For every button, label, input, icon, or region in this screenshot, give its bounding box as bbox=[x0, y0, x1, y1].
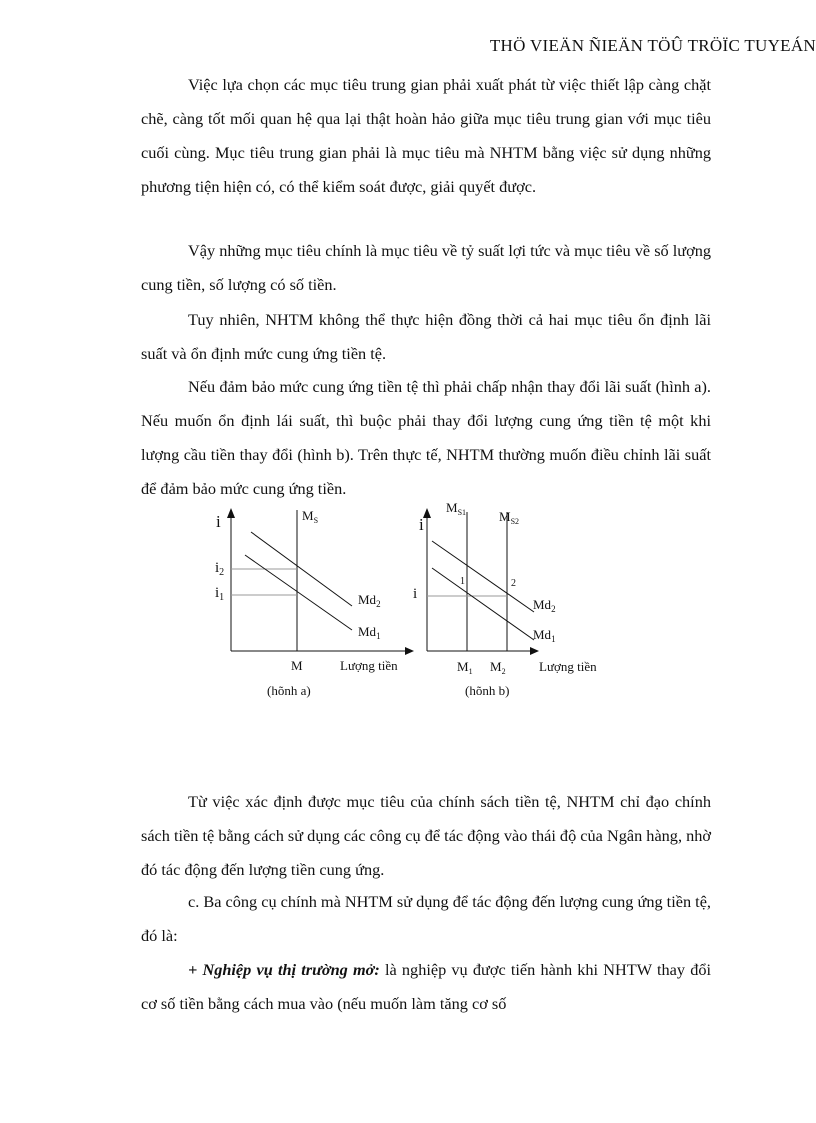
figure-b-x-label: Lượng tiền bbox=[539, 659, 597, 674]
figure-b-md1-curve bbox=[432, 568, 534, 640]
paragraph-3: Tuy nhiên, NHTM không thể thực hiện đồng thời cả hai mục tiêu ổn định lãi suất và ổn định mức cung ứng tiền tệ. bbox=[141, 310, 711, 363]
figure-b-ms1-label: $M_{S1}$ bbox=[446, 500, 467, 517]
figure-b-y-label: i bbox=[419, 515, 424, 534]
figure-b-caption: (hõnh b) bbox=[465, 683, 510, 698]
paragraph-1: Việc lựa chọn các mục tiêu trung gian phải xuất phát từ việc thiết lập càng chặt chẽ, càng tốt mối quan hệ qua lại thật hoàn hảo giữa mục tiêu trung gian với mục tiêu cuối cùng. Mục tiêu trung gian phải là mục tiêu mà NHTM bằng việc sử dụng những phương tiện hiện có, có thể kiểm soát được, giải quyết được. bbox=[141, 75, 711, 196]
paragraph-2: Vậy những mục tiêu chính là mục tiêu về tỷ suất lợi tức và mục tiêu về số lượng cung tiền, số lượng có số tiền. bbox=[141, 241, 711, 294]
figure-b bbox=[413, 500, 597, 698]
figure-a-x-tick: M bbox=[291, 658, 303, 673]
figure-a-i1-label: $i_1$ bbox=[215, 585, 225, 603]
figure-b-x-arrow-icon bbox=[530, 647, 539, 655]
figure-a-x-label: Lượng tiền bbox=[340, 658, 398, 673]
figure-b-m2-tick: $M_2$ bbox=[490, 659, 506, 676]
figure-a-i2-label: $i_2$ bbox=[215, 560, 225, 578]
figure-a-y-label: i bbox=[216, 512, 221, 531]
figure-b-md2-label: $Md_2$ bbox=[533, 597, 556, 614]
figure-a-caption: (hõnh a) bbox=[267, 683, 311, 698]
paragraph-4: Nếu đảm bảo mức cung ứng tiền tệ thì phải chấp nhận thay đổi lãi suất (hình a). Nếu muốn ổn định lái suất, thì buộc phải thay đổi lượng cung ứng tiền tệ một khi lượng cầu tiền thay đổi (hình b). Trên thực tế, NHTM thường muốn điều chỉnh lãi suất để đảm bảo mức cung ứng tiền. bbox=[141, 377, 711, 498]
page-header: THÖ VIEÄN ÑIEÄN TÖÛ TRÖÏC TUYEÁN bbox=[489, 36, 816, 55]
figure-a bbox=[215, 508, 414, 698]
figure-b-y-arrow-icon bbox=[423, 508, 431, 518]
figure-b-md1-label: $Md_1$ bbox=[533, 627, 556, 644]
open-market-term: + Nghiệp vụ thị trường mở: bbox=[188, 960, 380, 979]
paragraph-6: c. Ba công cụ chính mà NHTM sử dụng để tác động đến lượng cung ứng tiền tệ, đó là: bbox=[141, 892, 711, 945]
open-market-definition: là nghiệp vụ được tiến hành khi NHTW thay đổi cơ số tiền bằng cách mua vào (nếu muốn làm tăng cơ số bbox=[141, 960, 711, 1013]
figure-b-md2-curve bbox=[432, 541, 534, 612]
figure-a-x-arrow-icon bbox=[405, 647, 414, 655]
paragraph-5: Từ việc xác định được mục tiêu của chính sách tiền tệ, NHTM chỉ đạo chính sách tiền tệ bằng cách sử dụng các công cụ để tác động vào thái độ của Ngân hàng, nhờ đó tác động đến lượng tiền cung ứng. bbox=[141, 792, 711, 879]
figure-b-ms2-label: $M_{S2}$ bbox=[499, 509, 520, 526]
figure-b-point-2: 2 bbox=[511, 578, 516, 589]
figure-b-i-label: i bbox=[413, 586, 418, 602]
figure-b-point-1: 1 bbox=[460, 576, 465, 587]
figure-a-md1-label: $Md_1$ bbox=[358, 624, 381, 641]
paragraph-7 bbox=[141, 953, 711, 1021]
figure-a-md2-label: $Md_2$ bbox=[358, 592, 381, 609]
figure-a-ms-label: $M_S$ bbox=[302, 508, 319, 525]
figure-a-y-arrow-icon bbox=[227, 508, 235, 518]
figure-b-m1-tick: $M_1$ bbox=[457, 659, 473, 676]
